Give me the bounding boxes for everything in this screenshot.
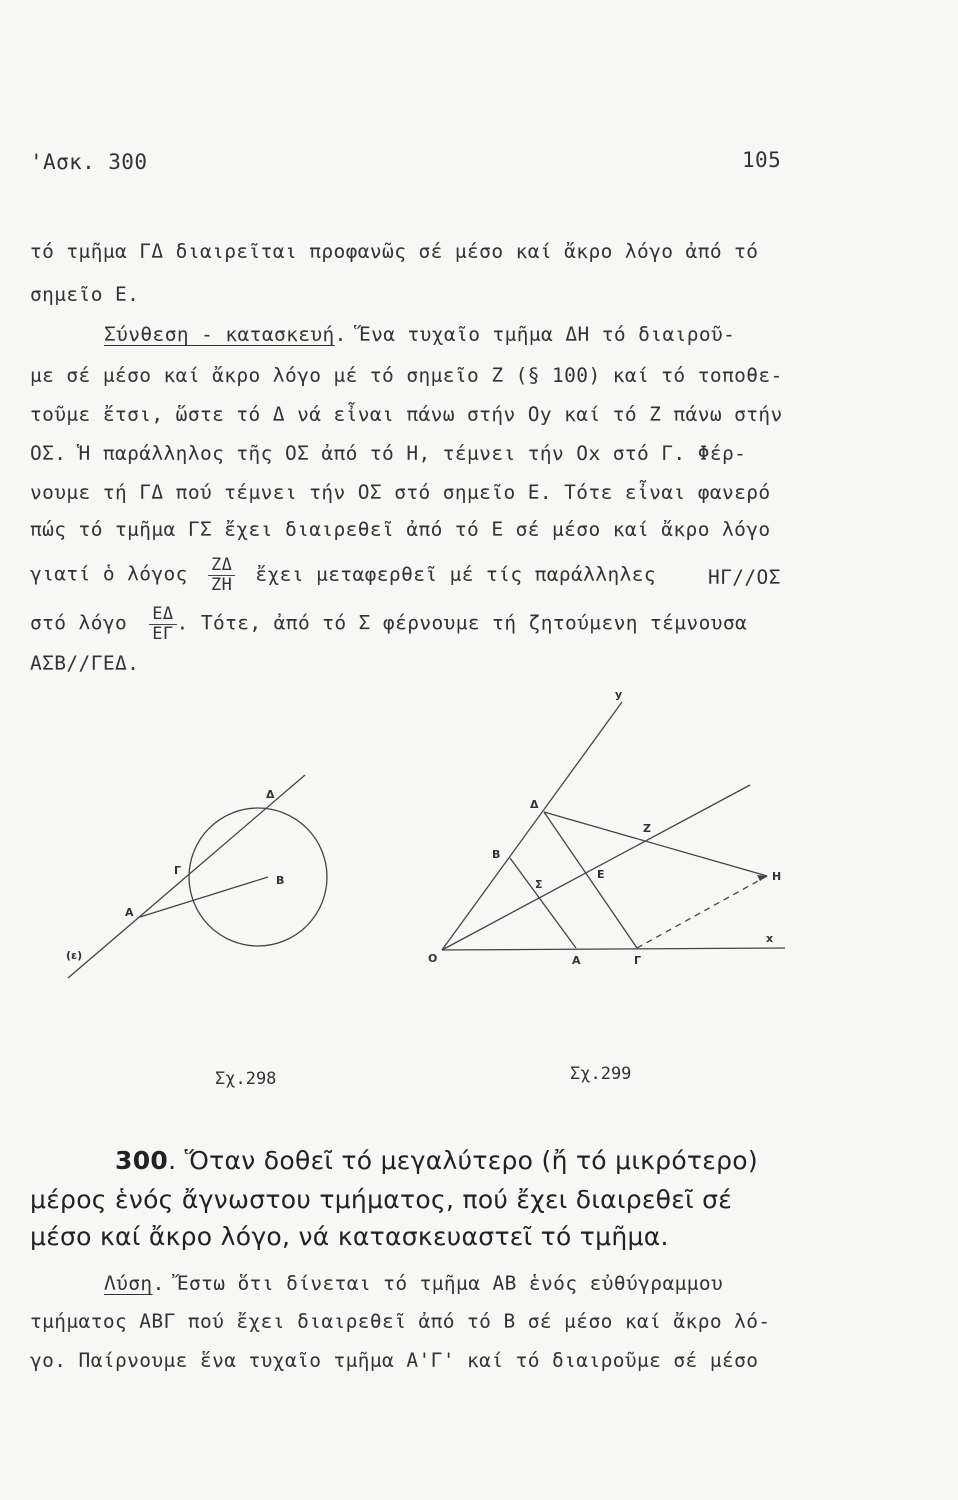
arrow-head (757, 875, 767, 881)
figure-298 (68, 775, 327, 978)
page-number: 105 (742, 148, 782, 172)
label-y: y (615, 688, 623, 701)
figure-299 (442, 702, 785, 950)
exercise-300-line-1: 300. Ὅταν δοθεῖ τό μεγαλύτερο (ἤ τό μικρότερο) (115, 1146, 758, 1175)
text-line: τό τμῆμα ΓΔ διαιρεῖται προφανῶς σέ μέσο καί ἄκρο λόγο ἀπό τό (30, 240, 759, 263)
text-line: τμήματος ΑΒΓ πού ἔχει διαιρεθεῖ ἀπό τό Β σέ μέσο καί ἄκρο λό- (30, 1310, 771, 1333)
caption-298: Σχ.298 (215, 1069, 277, 1089)
synthesis-heading: Σύνθεση - κατασκευή (104, 323, 335, 346)
label-h: Η (772, 870, 782, 883)
fraction-ed-eg: $\frac{E\Delta}{E\Gamma}$ (149, 605, 176, 643)
circle (189, 808, 327, 946)
solution-heading: Λύση (104, 1272, 153, 1295)
figures (0, 680, 958, 1100)
text-line: ΑΣΒ//ΓΕΔ. (30, 652, 140, 675)
text-line: τοῦμε ἔτσι, ὥστε τό Δ νά εἶναι πάνω στήν Oy καί τό Ζ πάνω στήν (30, 403, 783, 426)
label-b: Β (492, 848, 501, 861)
text-line: με σέ μέσο καί ἄκρο λόγο μέ τό σημεῖο Ζ (§ 100) καί τό τοποθε- (30, 364, 783, 387)
text-line: νουμε τή ΓΔ πού τέμνει τήν ΟΣ στό σημεῖο Ε. Τότε εἶναι φανερό (30, 481, 771, 504)
label-gamma: Γ (634, 954, 642, 967)
exercise-300-line-2: μέρος ἑνός ἄγνωστου τμήματος, πού ἔχει διαιρεθεῖ σέ (30, 1185, 733, 1214)
text-line: ΟΣ. Ἡ παράλληλος τῆς ΟΣ ἀπό τό Η, τέμνει τήν Ox στό Γ. Φέρ- (30, 442, 747, 465)
text-line: πώς τό τμῆμα ΓΣ ἔχει διαιρεθεῖ ἀπό τό Ε σέ μέσο καί ἄκρο λόγο (30, 518, 771, 541)
label-line-e: (ε) (66, 949, 83, 962)
text-line-with-fraction: γιατί ὁ λόγος $\frac{Z\Delta}{ZH}$ ἔχει μεταφερθεῖ μέ τίς παράλληλες (30, 555, 657, 595)
label-delta: Δ (530, 798, 539, 811)
ray-ox (442, 948, 785, 950)
label-b: Β (276, 874, 285, 887)
text-line-with-fraction: στό λόγο $\frac{E\Delta}{E\Gamma}$ . Τότε, ἀπό τό Σ φέρνουμε τή ζητούμενη τέμνουσα (30, 604, 748, 644)
solution-line-1: Λύση. Ἔστω ὅτι δίνεται τό τμῆμα ΑΒ ἑνός εὐθύγραμμου (104, 1272, 724, 1295)
ray-os (442, 785, 750, 950)
fraction-zd-zh: $\frac{Z\Delta}{ZH}$ (208, 556, 235, 594)
label-z: Ζ (643, 822, 651, 835)
segment-ab (140, 877, 268, 917)
label-sigma: Σ (535, 878, 543, 891)
text-line: γο. Παίρνουμε ἕνα τυχαῖο τμῆμα Α'Γ' καί τό διαιροῦμε σέ μέσο (30, 1349, 759, 1372)
label-a: Α (125, 906, 134, 919)
secant-line (68, 775, 305, 978)
label-e: Ε (597, 868, 605, 881)
label-o: O (428, 952, 438, 965)
label-a: Α (572, 954, 581, 967)
label-gamma: Γ (174, 864, 182, 877)
text-line: σημεῖο Ε. (30, 283, 140, 306)
synthesis-line-1: Σύνθεση - κατασκευή. Ἕνα τυχαῖο τμῆμα ΔΗ τό διαιροῦ- (104, 323, 736, 346)
dashed-hg (637, 876, 767, 948)
exercise-reference: 'Ασκ. 300 (30, 150, 148, 174)
label-x: x (766, 932, 774, 945)
caption-299: Σχ.299 (570, 1064, 632, 1084)
text-parallel: ΗΓ//ΟΣ (708, 566, 781, 589)
segment-ab (510, 858, 576, 948)
exercise-300-line-3: μέσο καί ἄκρο λόγο, νά κατασκευαστεῖ τό τμῆμα. (30, 1222, 669, 1251)
segment-dg (544, 812, 637, 948)
segment-dh (544, 812, 767, 876)
exercise-number: 300 (115, 1146, 169, 1175)
label-delta: Δ (266, 788, 275, 801)
